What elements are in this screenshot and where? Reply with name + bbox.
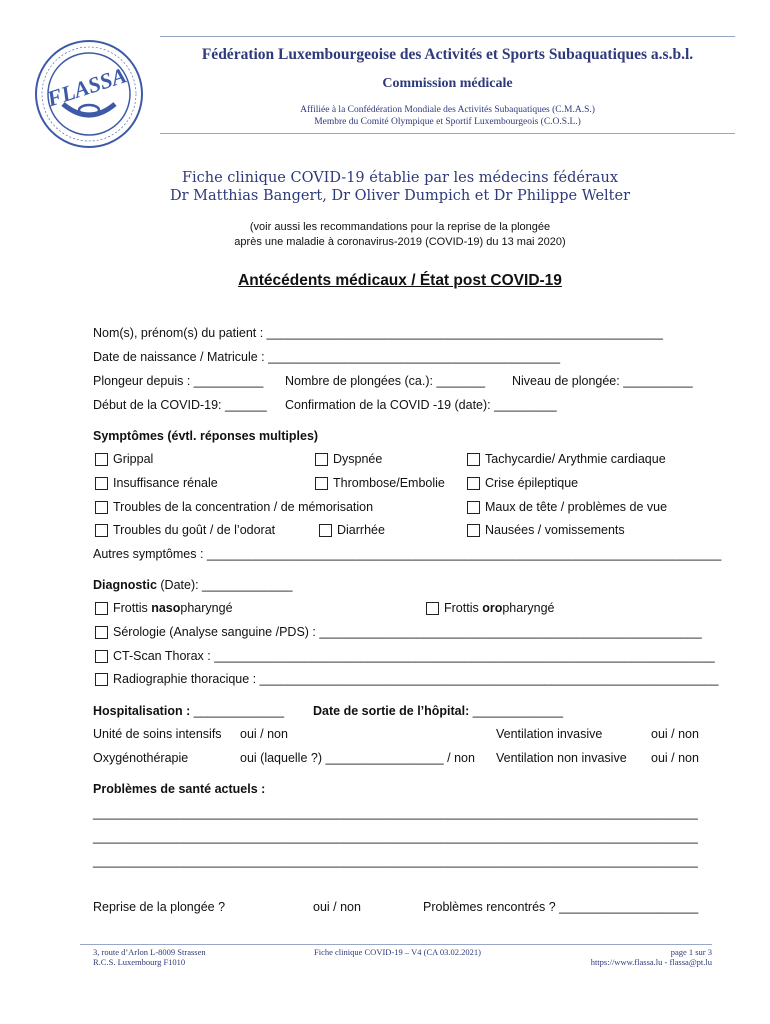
symptom-checkbox[interactable]: [319, 524, 332, 537]
symptom-checkbox[interactable]: [467, 453, 480, 466]
symptom-checkbox[interactable]: [95, 453, 108, 466]
section-title: Antécédents médicaux / État post COVID-19: [238, 272, 562, 289]
xray-field[interactable]: Radiographie thoracique : __________________________________________________________________: [113, 672, 719, 686]
covid-confirmation-field[interactable]: Confirmation de la COVID -19 (date): _________: [285, 398, 557, 412]
dive-resumption-choice[interactable]: oui / non: [313, 900, 361, 914]
other-symptoms-field[interactable]: Autres symptômes : __________________________________________________________________________: [93, 547, 722, 561]
ctscan-field[interactable]: CT-Scan Thorax : ________________________________________________________________________: [113, 649, 715, 663]
symptom-checkbox[interactable]: [95, 477, 108, 490]
footer-document-version: Fiche clinique COVID-19 – V4 (CA 03.02.2021): [314, 947, 481, 957]
footer-website[interactable]: https://www.flassa.lu - flassa@pt.lu: [590, 957, 712, 967]
diagnostic-label: Diagnostic: [93, 578, 157, 592]
discharge-date-field[interactable]: Date de sortie de l’hôpital: _____________: [313, 704, 564, 718]
oxygen-therapy-choice[interactable]: oui (laquelle ?) _________________ / non: [240, 751, 475, 765]
serology-checkbox[interactable]: [95, 626, 108, 639]
symptom-checkbox[interactable]: [315, 453, 328, 466]
symptom-checkbox[interactable]: [95, 524, 108, 537]
symptom-checkbox[interactable]: [467, 477, 480, 490]
symptom-checkbox[interactable]: [467, 501, 480, 514]
icu-label: Unité de soins intensifs: [93, 727, 222, 741]
note-line-2: après une maladie à coronavirus-2019 (COVID-19) du 13 mai 2020): [234, 236, 566, 248]
oro-swab-label: Frottis oropharyngé: [444, 601, 555, 615]
affiliation-line-2: Membre du Comité Olympique et Sportif Luxembourgeois (C.O.S.L.): [314, 117, 581, 127]
diver-since-field[interactable]: Plongeur depuis : __________: [93, 374, 264, 388]
current-problems-line[interactable]: _______________________________________________________________________________________: [93, 830, 698, 844]
symptom-label: Maux de tête / problèmes de vue: [485, 500, 668, 514]
affiliation-line-1: Affiliée à la Confédération Mondiale des Activités Subaquatiques (C.M.A.S.): [300, 105, 595, 115]
svg-text:FLASSA: FLASSA: [43, 62, 130, 112]
symptom-label: Tachycardie/ Arythmie cardiaque: [485, 452, 666, 466]
form-title-line-1: Fiche clinique COVID-19 établie par les médecins fédéraux: [181, 170, 619, 186]
naso-swab-checkbox[interactable]: [95, 602, 108, 615]
invasive-ventilation-label: Ventilation invasive: [496, 727, 603, 741]
form-title-line-2: Dr Matthias Bangert, Dr Oliver Dumpich et Dr Philippe Welter: [169, 188, 631, 204]
symptom-label: Troubles de la concentration / de mémorisation: [113, 500, 374, 514]
flassa-logo: [33, 38, 145, 150]
dive-level-field[interactable]: Niveau de plongée: __________: [512, 374, 693, 388]
ctscan-checkbox[interactable]: [95, 650, 108, 663]
dive-count-field[interactable]: Nombre de plongées (ca.): _______: [285, 374, 486, 388]
xray-checkbox[interactable]: [95, 673, 108, 686]
icu-choice[interactable]: oui / non: [240, 727, 288, 741]
serology-field[interactable]: Sérologie (Analyse sanguine /PDS) : _______________________________________________________: [113, 625, 702, 639]
oxygen-therapy-label: Oxygénothérapie: [93, 751, 189, 765]
symptom-label: Diarrhée: [337, 523, 385, 537]
symptom-label: Nausées / vomissements: [485, 523, 625, 537]
oro-swab-checkbox[interactable]: [426, 602, 439, 615]
noninvasive-ventilation-choice[interactable]: oui / non: [651, 751, 699, 765]
current-problems-title: Problèmes de santé actuels :: [93, 782, 266, 796]
noninvasive-ventilation-label: Ventilation non invasive: [496, 751, 627, 765]
note-line-1: (voir aussi les recommandations pour la reprise de la plongée: [249, 221, 551, 233]
symptom-checkbox[interactable]: [95, 501, 108, 514]
header-rule-bottom: [160, 133, 735, 134]
diagnostic-date-blank: (Date): _____________: [156, 578, 293, 592]
symptom-label: Insuffisance rénale: [113, 476, 218, 490]
header-rule-top: [160, 36, 735, 37]
flassa-seal-icon: [33, 38, 145, 150]
patient-name-field[interactable]: Nom(s), prénom(s) du patient : _________________________________________________________: [93, 326, 663, 340]
current-problems-line[interactable]: _______________________________________________________________________________________: [93, 854, 698, 868]
symptom-label: Crise épileptique: [485, 476, 579, 490]
symptom-label: Troubles du goût / de l’odorat: [113, 523, 276, 537]
symptom-label: Grippal: [113, 452, 154, 466]
dive-resumption-label: Reprise de la plongée ?: [93, 900, 226, 914]
symptom-label: Thrombose/Embolie: [333, 476, 445, 490]
symptom-checkbox[interactable]: [467, 524, 480, 537]
current-problems-line[interactable]: _______________________________________________________________________________________: [93, 806, 698, 820]
footer-rule: [80, 944, 712, 945]
footer-address-1: 3, route d’Arlon L-8009 Strassen: [93, 947, 206, 957]
invasive-ventilation-choice[interactable]: oui / non: [651, 727, 699, 741]
problems-encountered-field[interactable]: Problèmes rencontrés ? ____________________: [423, 900, 699, 914]
covid-start-field[interactable]: Début de la COVID-19: ______: [93, 398, 267, 412]
footer-page-number: page 1 sur 3: [670, 947, 712, 957]
symptom-label: Dyspnée: [333, 452, 383, 466]
symptoms-title: Symptômes (évtl. réponses multiples): [93, 429, 319, 443]
hospitalisation-field[interactable]: Hospitalisation : _____________: [93, 704, 285, 718]
birth-date-field[interactable]: Date de naissance / Matricule : __________________________________________: [93, 350, 561, 364]
org-name: Fédération Luxembourgeoise des Activités et Sports Subaquatiques a.s.b.l.: [201, 46, 694, 63]
commission-title: Commission médicale: [382, 76, 513, 91]
naso-swab-label: Frottis nasopharyngé: [113, 601, 233, 615]
symptom-checkbox[interactable]: [315, 477, 328, 490]
diagnostic-date-field[interactable]: [93, 578, 292, 592]
footer-address-2: R.C.S. Luxembourg F1010: [93, 957, 186, 967]
